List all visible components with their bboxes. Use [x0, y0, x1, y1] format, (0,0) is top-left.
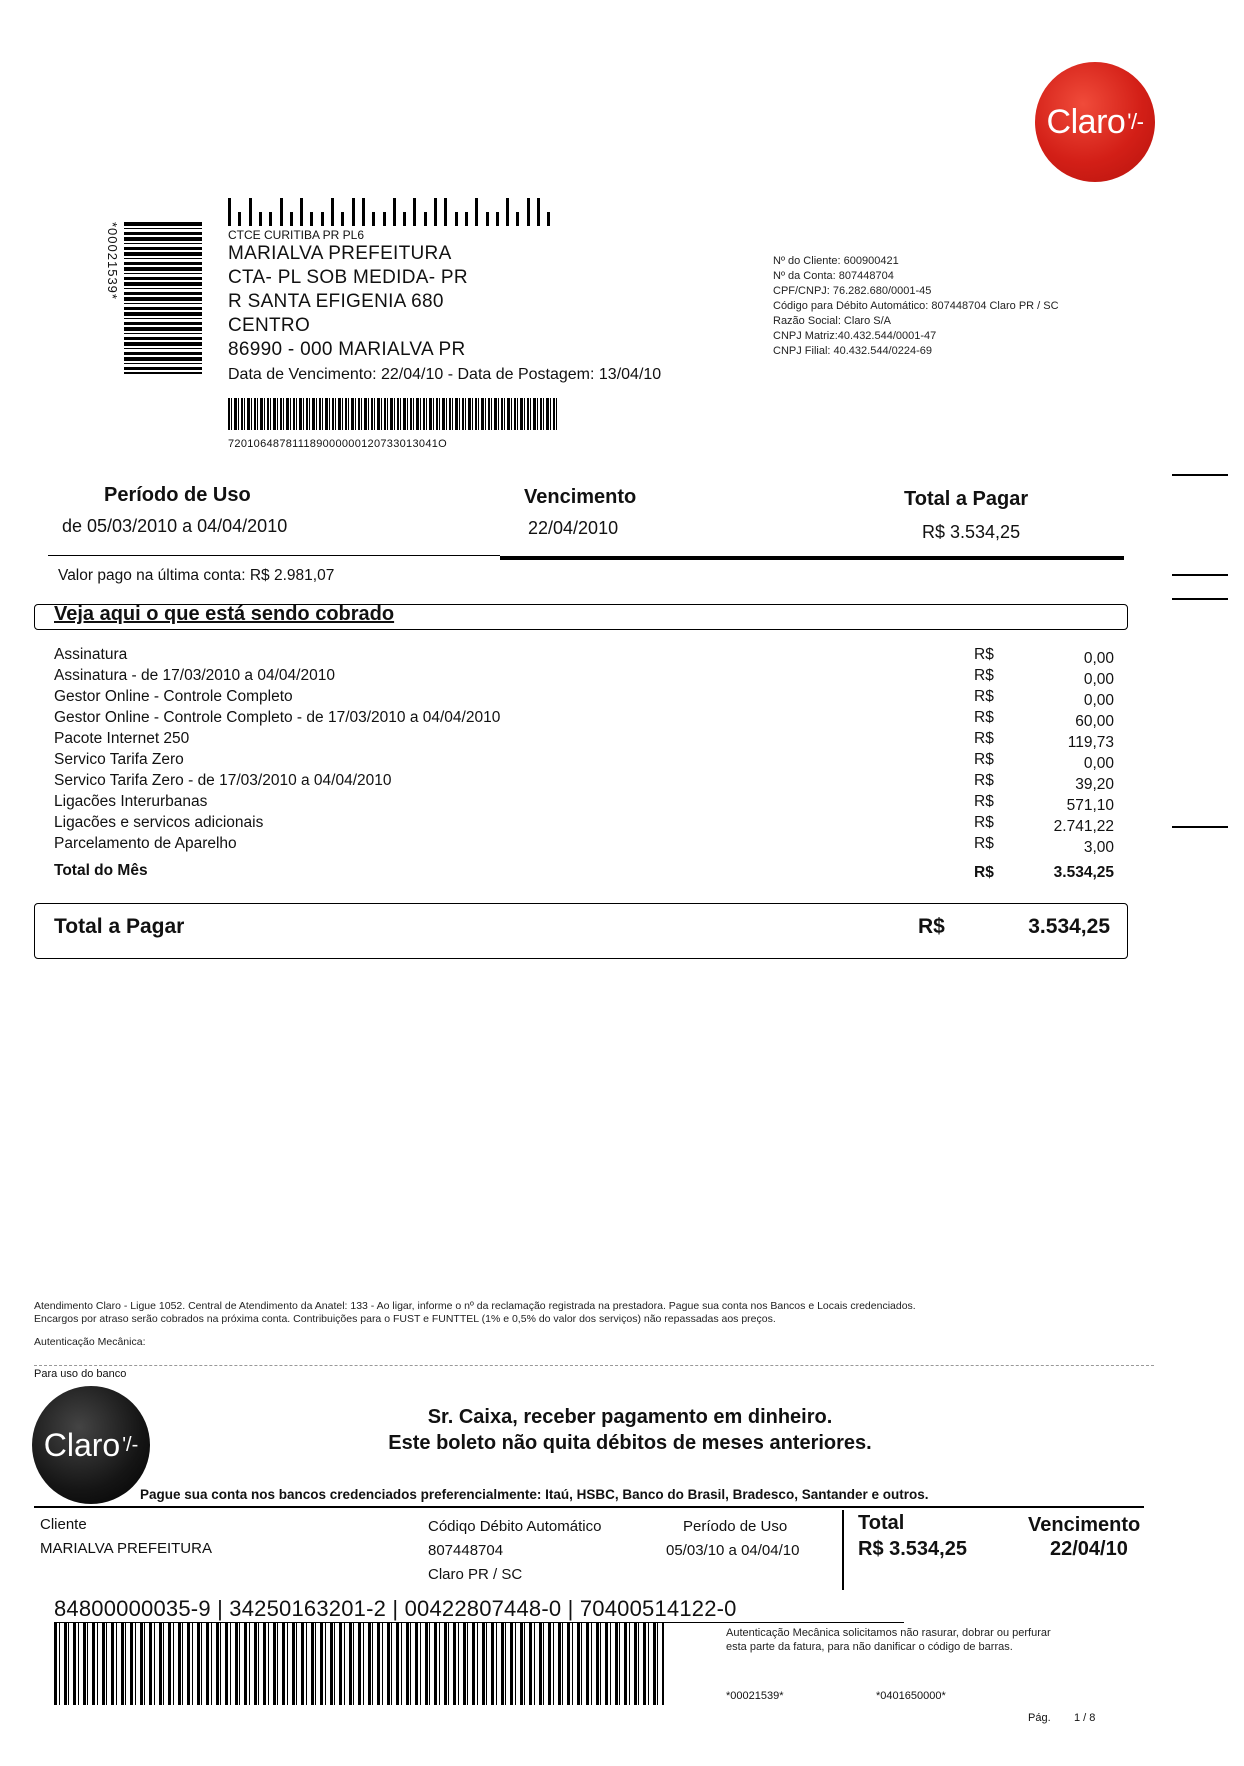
- postal-bar: [475, 198, 478, 226]
- list-item: Parcelamento de Aparelho R$ 3,00: [54, 835, 1114, 856]
- stub-code-a: *00021539*: [726, 1690, 784, 1702]
- postal-bar: [424, 212, 427, 226]
- stub-due-label: Vencimento: [1028, 1514, 1141, 1536]
- address-line: R SANTA EFIGENIA 680: [228, 291, 444, 312]
- postal-bar: [434, 198, 437, 226]
- client-info-line: Nº do Cliente: 600900421: [773, 255, 899, 267]
- client-info-line: CNPJ Matriz:40.432.544/0001-47: [773, 330, 937, 342]
- vertical-code: *00021539*: [105, 222, 120, 300]
- due-value: 22/04/2010: [528, 518, 619, 538]
- auth-label: Autenticação Mecânica:: [34, 1336, 146, 1348]
- cashier-notice: [330, 1404, 930, 1456]
- auth-note: [726, 1626, 1051, 1654]
- client-info-line: Código para Débito Automático: 807448704 Claro PR / SC: [773, 300, 1059, 312]
- postal-bar: [341, 212, 344, 226]
- boleto-barcode-icon: [54, 1623, 664, 1705]
- postal-bar: [444, 198, 447, 226]
- stub-client-value: MARIALVA PREFEITURA: [40, 1540, 212, 1557]
- stub-divider: [34, 1506, 1144, 1508]
- postal-bar: [486, 212, 489, 226]
- postal-bar: [496, 212, 499, 226]
- postal-bar: [362, 198, 365, 226]
- list-item: Gestor Online - Controle Completo R$ 0,00: [54, 688, 1114, 709]
- postal-bar: [516, 212, 519, 226]
- list-item: Pacote Internet 250 R$ 119,73: [54, 730, 1114, 751]
- total-value: R$ 3.534,25: [922, 522, 1021, 542]
- client-info: [773, 254, 1059, 359]
- postal-barcode-icon: [228, 198, 558, 226]
- divider-thick: [500, 556, 1124, 560]
- auth-note-line: esta parte da fatura, para não danificar o código de barras.: [726, 1641, 1013, 1653]
- divider: [48, 555, 500, 556]
- total-to-pay-currency: R$: [918, 915, 945, 938]
- postal-bar: [547, 212, 550, 226]
- address-line: CTA- PL SOB MEDIDA- PR: [228, 267, 468, 288]
- banks-notice: Pague sua conta nos bancos credenciados preferencialmente: Itaú, HSBC, Banco do Brasil, Bradesco, Santander e outros.: [140, 1487, 929, 1502]
- postal-bar: [352, 198, 355, 226]
- client-info-line: Razão Social: Claro S/A: [773, 315, 891, 327]
- postal-bar: [259, 212, 262, 226]
- period-value: de 05/03/2010 a 04/04/2010: [62, 516, 288, 536]
- list-item: Ligacões e servicos adicionais R$ 2.741,22: [54, 814, 1114, 835]
- postal-bar: [310, 212, 313, 226]
- cashier-line: Este boleto não quita débitos de meses anteriores.: [388, 1432, 872, 1454]
- edge-mark: [1172, 574, 1228, 576]
- logo-text: Claro: [43, 1426, 121, 1463]
- charges-list: [54, 646, 1114, 890]
- postal-bar: [228, 198, 231, 226]
- mailing-barcode-icon: [228, 398, 558, 430]
- total-label: Total a Pagar: [904, 488, 1029, 510]
- stub-debit-value: 807448704: [428, 1542, 504, 1559]
- logo-mark-icon: '/-: [1127, 109, 1144, 134]
- page-label: Pág.: [1028, 1712, 1051, 1724]
- total-to-pay-box: [34, 903, 1128, 959]
- postal-bar: [300, 198, 303, 226]
- page-number: 1 / 8: [1074, 1712, 1096, 1724]
- postal-bar: [393, 198, 396, 226]
- total-to-pay-amount: 3.534,25: [1028, 915, 1110, 938]
- list-item: Assinatura - de 17/03/2010 a 04/04/2010 R$ 0,00: [54, 667, 1114, 688]
- month-total-row: Total do Mês R$ 3.534,25: [54, 862, 1114, 881]
- stub-total-label: Total: [858, 1512, 905, 1534]
- postal-bar: [506, 198, 509, 226]
- auth-note-line: Autenticação Mecânica solicitamos não rasurar, dobrar ou perfurar: [726, 1627, 1051, 1639]
- stub-period-value: 05/03/10 a 04/04/10: [666, 1542, 800, 1559]
- stub-period-label: Período de Uso: [683, 1518, 788, 1535]
- footer-line: Encargos por atraso serão cobrados na próxima conta. Contribuições para o FUST e FUNTTEL (1% e 0,5% do valor dos serviços) não repassadas aos preços.: [34, 1313, 776, 1325]
- stub-total-value: R$ 3.534,25: [858, 1538, 967, 1560]
- postal-bar: [537, 198, 540, 226]
- postal-bar: [455, 212, 458, 226]
- address-line: MARIALVA PREFEITURA: [228, 243, 452, 264]
- client-info-line: CNPJ Filial: 40.432.544/0224-69: [773, 345, 932, 357]
- postal-bar: [280, 198, 283, 226]
- cut-line: [34, 1365, 1154, 1366]
- route-code: CTCE CURITIBA PR PL6: [228, 228, 365, 242]
- postal-bar: [403, 212, 406, 226]
- edge-mark: [1172, 826, 1228, 828]
- stub-client-label: Cliente: [40, 1516, 87, 1533]
- postal-bar: [527, 198, 530, 226]
- postal-bar: [290, 212, 293, 226]
- footer-notes: [34, 1300, 1154, 1349]
- postal-bar: [331, 198, 334, 226]
- postal-bar: [413, 198, 416, 226]
- list-item: Ligacões Interurbanas R$ 571,10: [54, 793, 1114, 814]
- list-item: Servico Tarifa Zero - de 17/03/2010 a 04/04/2010 R$ 39,20: [54, 772, 1114, 793]
- stub-code-b: *0401650000*: [876, 1690, 946, 1702]
- vertical-barcode-icon: [124, 222, 202, 374]
- last-paid: Valor pago na última conta: R$ 2.981,07: [58, 567, 335, 584]
- postal-bar: [321, 212, 324, 226]
- footer-line: Atendimento Claro - Ligue 1052. Central de Atendimento da Anatel: 133 - Ao ligar, informe o nº da reclamação registrada na prestadora. Pague sua conta nos Bancos e Locais credenciados.: [34, 1300, 916, 1312]
- postal-bar: [238, 212, 241, 226]
- total-to-pay-label: Total a Pagar: [54, 915, 185, 938]
- postal-bar: [372, 212, 375, 226]
- postal-bar: [383, 212, 386, 226]
- claro-logo-stub: [32, 1386, 150, 1504]
- client-info-line: Nº da Conta: 807448704: [773, 270, 894, 282]
- logo-text: Claro: [1046, 102, 1126, 141]
- cashier-line: Sr. Caixa, receber pagamento em dinheiro.: [427, 1406, 833, 1428]
- stub-debit-label: Códiqo Débito Automático: [428, 1518, 602, 1535]
- list-item: Gestor Online - Controle Completo - de 17/03/2010 a 04/04/2010 R$ 60,00: [54, 709, 1114, 730]
- period-label: Período de Uso: [104, 484, 251, 506]
- postal-bar: [269, 212, 272, 226]
- list-item: Servico Tarifa Zero R$ 0,00: [54, 751, 1114, 772]
- mailing-address: [228, 228, 661, 384]
- client-info-line: CPF/CNPJ: 76.282.680/0001-45: [773, 285, 932, 297]
- postal-bar: [249, 198, 252, 226]
- due-posting-dates: Data de Vencimento: 22/04/10 - Data de Postagem: 13/04/10: [228, 366, 662, 383]
- charges-title: Veja aqui o que está sendo cobrado: [54, 603, 395, 625]
- postal-bar: [465, 212, 468, 226]
- stub-due-value: 22/04/10: [1050, 1538, 1128, 1560]
- claro-logo: [1035, 62, 1155, 182]
- stub-col-divider: [842, 1510, 844, 1590]
- list-item: Assinatura R$ 0,00: [54, 646, 1114, 667]
- logo-mark-icon: '/-: [122, 1433, 139, 1456]
- edge-mark: [1172, 598, 1228, 600]
- mailing-barcode-number: 720106487811189000000120733013041O: [228, 438, 448, 450]
- address-line: CENTRO: [228, 315, 311, 336]
- bank-use-label: Para uso do banco: [34, 1368, 127, 1380]
- address-line: 86990 - 000 MARIALVA PR: [228, 339, 466, 360]
- edge-mark: [1172, 474, 1228, 476]
- stub-debit-operator: Claro PR / SC: [428, 1566, 523, 1583]
- due-label: Vencimento: [524, 486, 637, 508]
- boleto-digits: 84800000035-9 | 34250163201-2 | 00422807448-0 | 70400514122-0: [54, 1596, 737, 1621]
